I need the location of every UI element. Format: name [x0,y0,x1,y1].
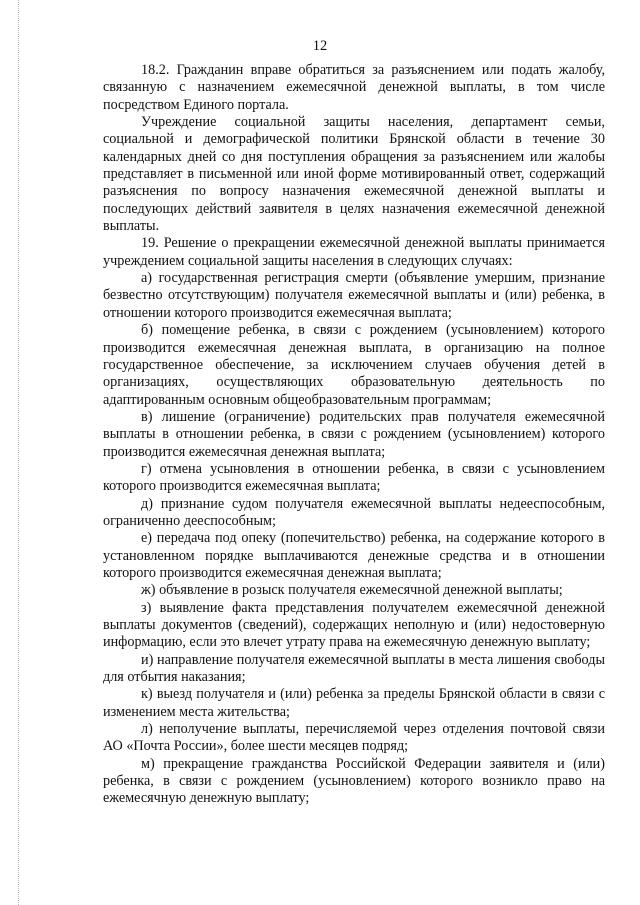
paragraph-18-2: 18.2. Гражданин вправе обратиться за разъяснением или подать жалобу, связанную с назначением ежемесячной денежной выплаты, в том числе посредством Единого портала. [103,62,605,113]
list-item-a: а) государственная регистрация смерти (объявление умершим, признание безвестно отсутствующим) получателя ежемесячной выплаты и (или) ребенка, в отношении которого производится ежемесячная выплата; [103,270,605,321]
list-item-k: к) выезд получателя и (или) ребенка за пределы Брянской области в связи с изменением места жительства; [103,686,605,720]
list-item-v: в) лишение (ограничение) родительских прав получателя ежемесячной выплаты в отношении ребенка, в связи с рождением (усыновлением) которого производится ежемесячная денежная выплата; [103,408,605,460]
page-number: 12 [312,38,328,54]
list-item-b: б) помещение ребенка, в связи с рождением (усыновлением) которого производится ежемесячная денежная выплата, в организацию на полное государственное обеспечение, за исключением случаев обучения детей в организациях, осуществляющих образовательную деятельность по адаптированным основным общеобразовательным программам; [103,322,605,408]
list-item-d: д) признание судом получателя ежемесячной выплаты недееспособным, ограниченно дееспособным; [103,495,605,529]
paragraph-19: 19. Решение о прекращении ежемесячной денежной выплаты принимается учреждением социальной защиты населения в следующих случаях: [103,235,605,269]
paragraph-response-procedure: Учреждение социальной защиты населения, департамент семьи, социальной и демографической политики Брянской области в течение 30 календарных дней со дня поступления обращения за разъяснением или жалобы представляет в письменной или иной форме мотивированный ответ, содержащий разъяснения по вопросу назначения ежемесячной денежной выплаты и последующих действий заявителя в целях назначения ежемесячной денежной выплаты. [103,114,605,235]
list-item-e: е) передача под опеку (попечительство) ребенка, на содержание которого в установленном порядке выплачиваются денежные средства и в отношении которого производится ежемесячная денежная выплата; [103,530,605,581]
list-item-l: л) неполучение выплаты, перечисляемой через отделения почтовой связи АО «Почта России», более шести месяцев подряд; [103,721,605,755]
binding-margin-line [18,0,19,905]
list-item-g: г) отмена усыновления в отношении ребенка, в связи с усыновлением которого производится ежемесячная выплата; [103,460,605,495]
list-item-i: и) направление получателя ежемесячной выплаты в места лишения свободы для отбытия наказания; [103,651,605,686]
list-item-zh: ж) объявление в розыск получателя ежемесячной денежной выплаты; [141,582,563,599]
list-item-m: м) прекращение гражданства Российской Федерации заявителя и (или) ребенка, в связи с рождением (усыновлением) которого возникло право на ежемесячную денежную выплату; [103,755,605,807]
document-body [103,62,605,808]
list-item-z: з) выявление факта представления получателем ежемесячной денежной выплаты документов (сведений), содержащих неполную и (или) недостоверную информацию, если это влечет утрату права на ежемесячную денежную выплату; [103,599,605,651]
